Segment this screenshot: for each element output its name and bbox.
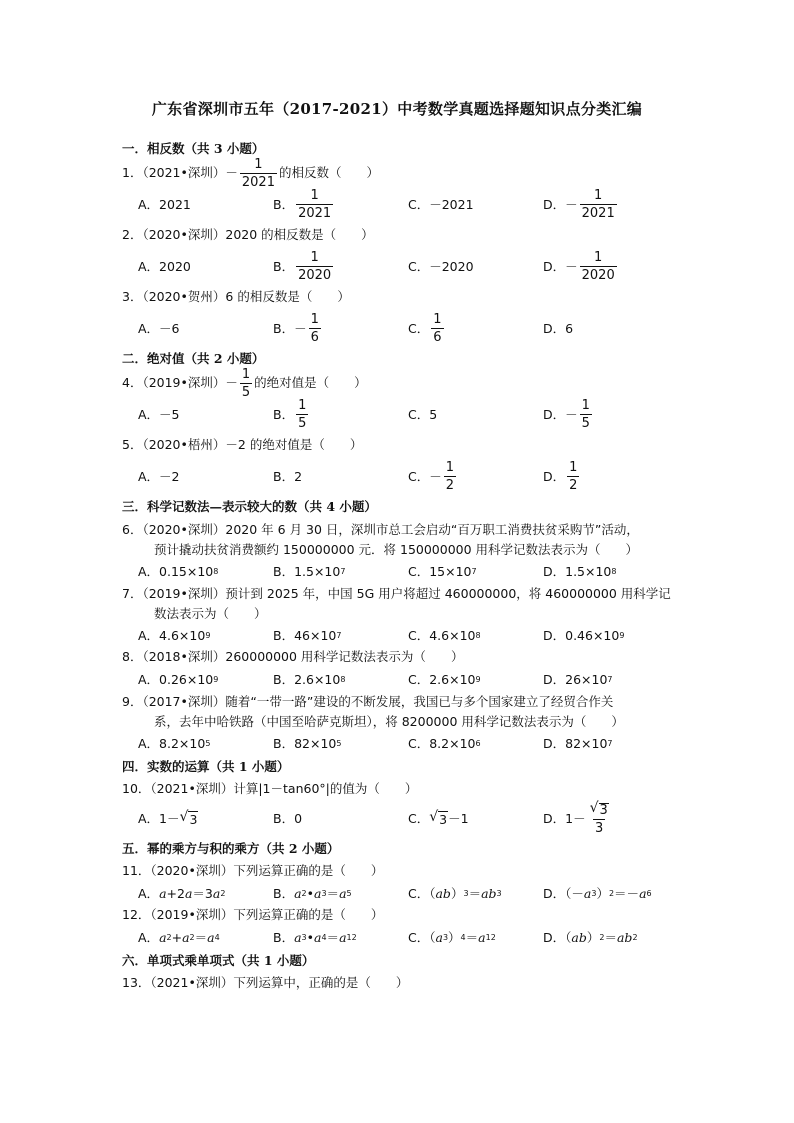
- option-c: C．2.6×10 9: [408, 672, 481, 687]
- fraction: $\frac{1}{5}$: [241, 366, 251, 400]
- question-stem: 1．（2021•深圳）－ $\frac{1}{2021}$ 的相反数（ ）: [122, 156, 379, 190]
- option-d: D．（－ a 3 ） 2 ＝－ a 6: [543, 885, 652, 901]
- option-b: B．82×10 5: [273, 736, 342, 751]
- options-row: [122, 800, 682, 836]
- option-b: B．46×10 7: [273, 628, 342, 643]
- question-stem: 4．（2019•深圳）－ $\frac{1}{5}$ 的绝对值是（ ）: [122, 366, 367, 400]
- option-a: A．1－ √ 3: [138, 809, 198, 827]
- option-a: A．8.2×10 5: [138, 736, 211, 751]
- question-stem: 11．（2020•深圳）下列运算正确的是（ ）: [122, 863, 384, 878]
- option-a: A．0.15×10 8: [138, 564, 219, 579]
- option-a: A． a 2 + a 2 ＝ a 4: [138, 929, 220, 945]
- option-d: D．1－ √ 3 3: [543, 800, 608, 836]
- question-stem: 3．（2020•贺州）6 的相反数是（ ）: [122, 289, 350, 304]
- option-b: B．1.5×10 7: [273, 564, 346, 579]
- option-a: A．－2: [138, 469, 180, 484]
- option-d: D．82×10 7: [543, 736, 613, 751]
- option-c: C．5: [408, 407, 438, 422]
- document-title: 广东省深圳市五年（2017-2021）中考数学真题选择题知识点分类汇编: [151, 100, 643, 118]
- option-d: D．－ $\frac{1}{5}$: [543, 397, 590, 431]
- option-b: B． $\frac{1}{5}$: [273, 397, 307, 431]
- option-d: D．－ $\frac{1}{2020}$: [543, 249, 615, 283]
- question-stem: 8．（2018•深圳）260000000 用科学记数法表示为（ ）: [122, 649, 464, 664]
- section-heading: 四．实数的运算（共 1 小题）: [122, 759, 290, 774]
- option-b: B． $\frac{1}{2021}$: [273, 187, 332, 221]
- option-b: B． $\frac{1}{2020}$: [273, 249, 332, 283]
- options-row: [122, 310, 682, 346]
- option-c: C．（ ab ） 3 ＝ ab 3: [408, 885, 502, 901]
- option-b: B．2.6×10 8: [273, 672, 346, 687]
- option-b: B． a 2 • a 3 ＝ a 5: [273, 885, 352, 901]
- option-c: C．15×10 7: [408, 564, 477, 579]
- option-c: C． √ 3 －1: [408, 809, 469, 827]
- question-stem: 6．（2020•深圳）2020 年 6 月 30 日，深圳市总工会启动“百万职工消费扶贫采购节”活动， 预计撬动扶贫消费额约 150000000 元．将 150000000 用科学记数法表示为（ ）: [122, 522, 639, 557]
- question-stem: 7．（2019•深圳）预计到 2025 年，中国 5G 用户将超过 460000000，将 460000000 用科学记 数法表示为（ ）: [122, 586, 671, 621]
- document-body: [122, 136, 682, 994]
- options-row: [122, 668, 682, 690]
- option-c: C．8.2×10 6: [408, 736, 481, 751]
- option-d: D．0.46×10 9: [543, 628, 625, 643]
- option-c: C． $\frac{1}{6}$: [408, 311, 442, 345]
- option-a: A．－5: [138, 407, 180, 422]
- option-c: C．4.6×10 8: [408, 628, 481, 643]
- option-c: C．－2020: [408, 259, 474, 274]
- option-b: B．2: [273, 469, 303, 484]
- section-heading: 二．绝对值（共 2 小题）: [122, 351, 265, 366]
- question-stem: 12．（2019•深圳）下列运算正确的是（ ）: [122, 907, 384, 922]
- question-stem: 13．（2021•深圳）下列运算中，正确的是（ ）: [122, 975, 409, 990]
- section-heading: 六．单项式乘单项式（共 1 小题）: [122, 953, 315, 968]
- options-row: [122, 882, 682, 904]
- option-d: D．（ ab ） 2 ＝ ab 2: [543, 929, 638, 945]
- option-d: D．1.5×10 8: [543, 564, 617, 579]
- option-a: A．2020: [138, 259, 191, 274]
- options-row: [122, 926, 682, 948]
- options-row: [122, 624, 682, 646]
- option-b: B．－ $\frac{1}{6}$: [273, 311, 319, 345]
- options-row: [122, 186, 682, 222]
- option-d: D．－ $\frac{1}{2021}$: [543, 187, 615, 221]
- option-a: A．0.26×10 9: [138, 672, 219, 687]
- options-row: [122, 732, 682, 754]
- option-a: A．2021: [138, 197, 191, 212]
- question-stem: 5．（2020•梧州）－2 的绝对值是（ ）: [122, 437, 363, 452]
- question-stem: 10．（2021•深圳）计算|1－tan60°|的值为（ ）: [122, 781, 418, 796]
- question-stem: 2．（2020•深圳）2020 的相反数是（ ）: [122, 227, 374, 242]
- option-a: A．4.6×10 9: [138, 628, 211, 643]
- question-stem: 9．（2017•深圳）随着“一带一路”建设的不断发展，我国已与多个国家建立了经贸合作关 系，去年中哈铁路（中国至哈萨克斯坦），将 8200000 用科学记数法表示为（ ）: [122, 694, 624, 729]
- option-b: B． a 3 • a 4 ＝ a 12: [273, 929, 357, 945]
- option-a: A． a +2 a ＝3 a 2: [138, 885, 226, 901]
- option-c: C．－ $\frac{1}{2}$: [408, 459, 455, 493]
- section-heading: 三．科学记数法—表示较大的数（共 4 小题）: [122, 499, 377, 514]
- option-b: B．0: [273, 811, 303, 826]
- option-c: C．－2021: [408, 197, 474, 212]
- option-d: D．26×10 7: [543, 672, 613, 687]
- option-a: A．－6: [138, 321, 180, 336]
- options-row: [122, 458, 682, 494]
- option-d: D． $\frac{1}{2}$: [543, 459, 578, 493]
- options-row: [122, 396, 682, 432]
- fraction: $\frac{1}{2021}$: [241, 156, 275, 190]
- section-heading: 一．相反数（共 3 小题）: [122, 141, 265, 156]
- options-row: [122, 560, 682, 582]
- options-row: [122, 248, 682, 284]
- option-c: C．（ a 3 ） 4 ＝ a 12: [408, 929, 496, 945]
- option-d: D．6: [543, 321, 574, 336]
- section-heading: 五．幂的乘方与积的乘方（共 2 小题）: [122, 841, 340, 856]
